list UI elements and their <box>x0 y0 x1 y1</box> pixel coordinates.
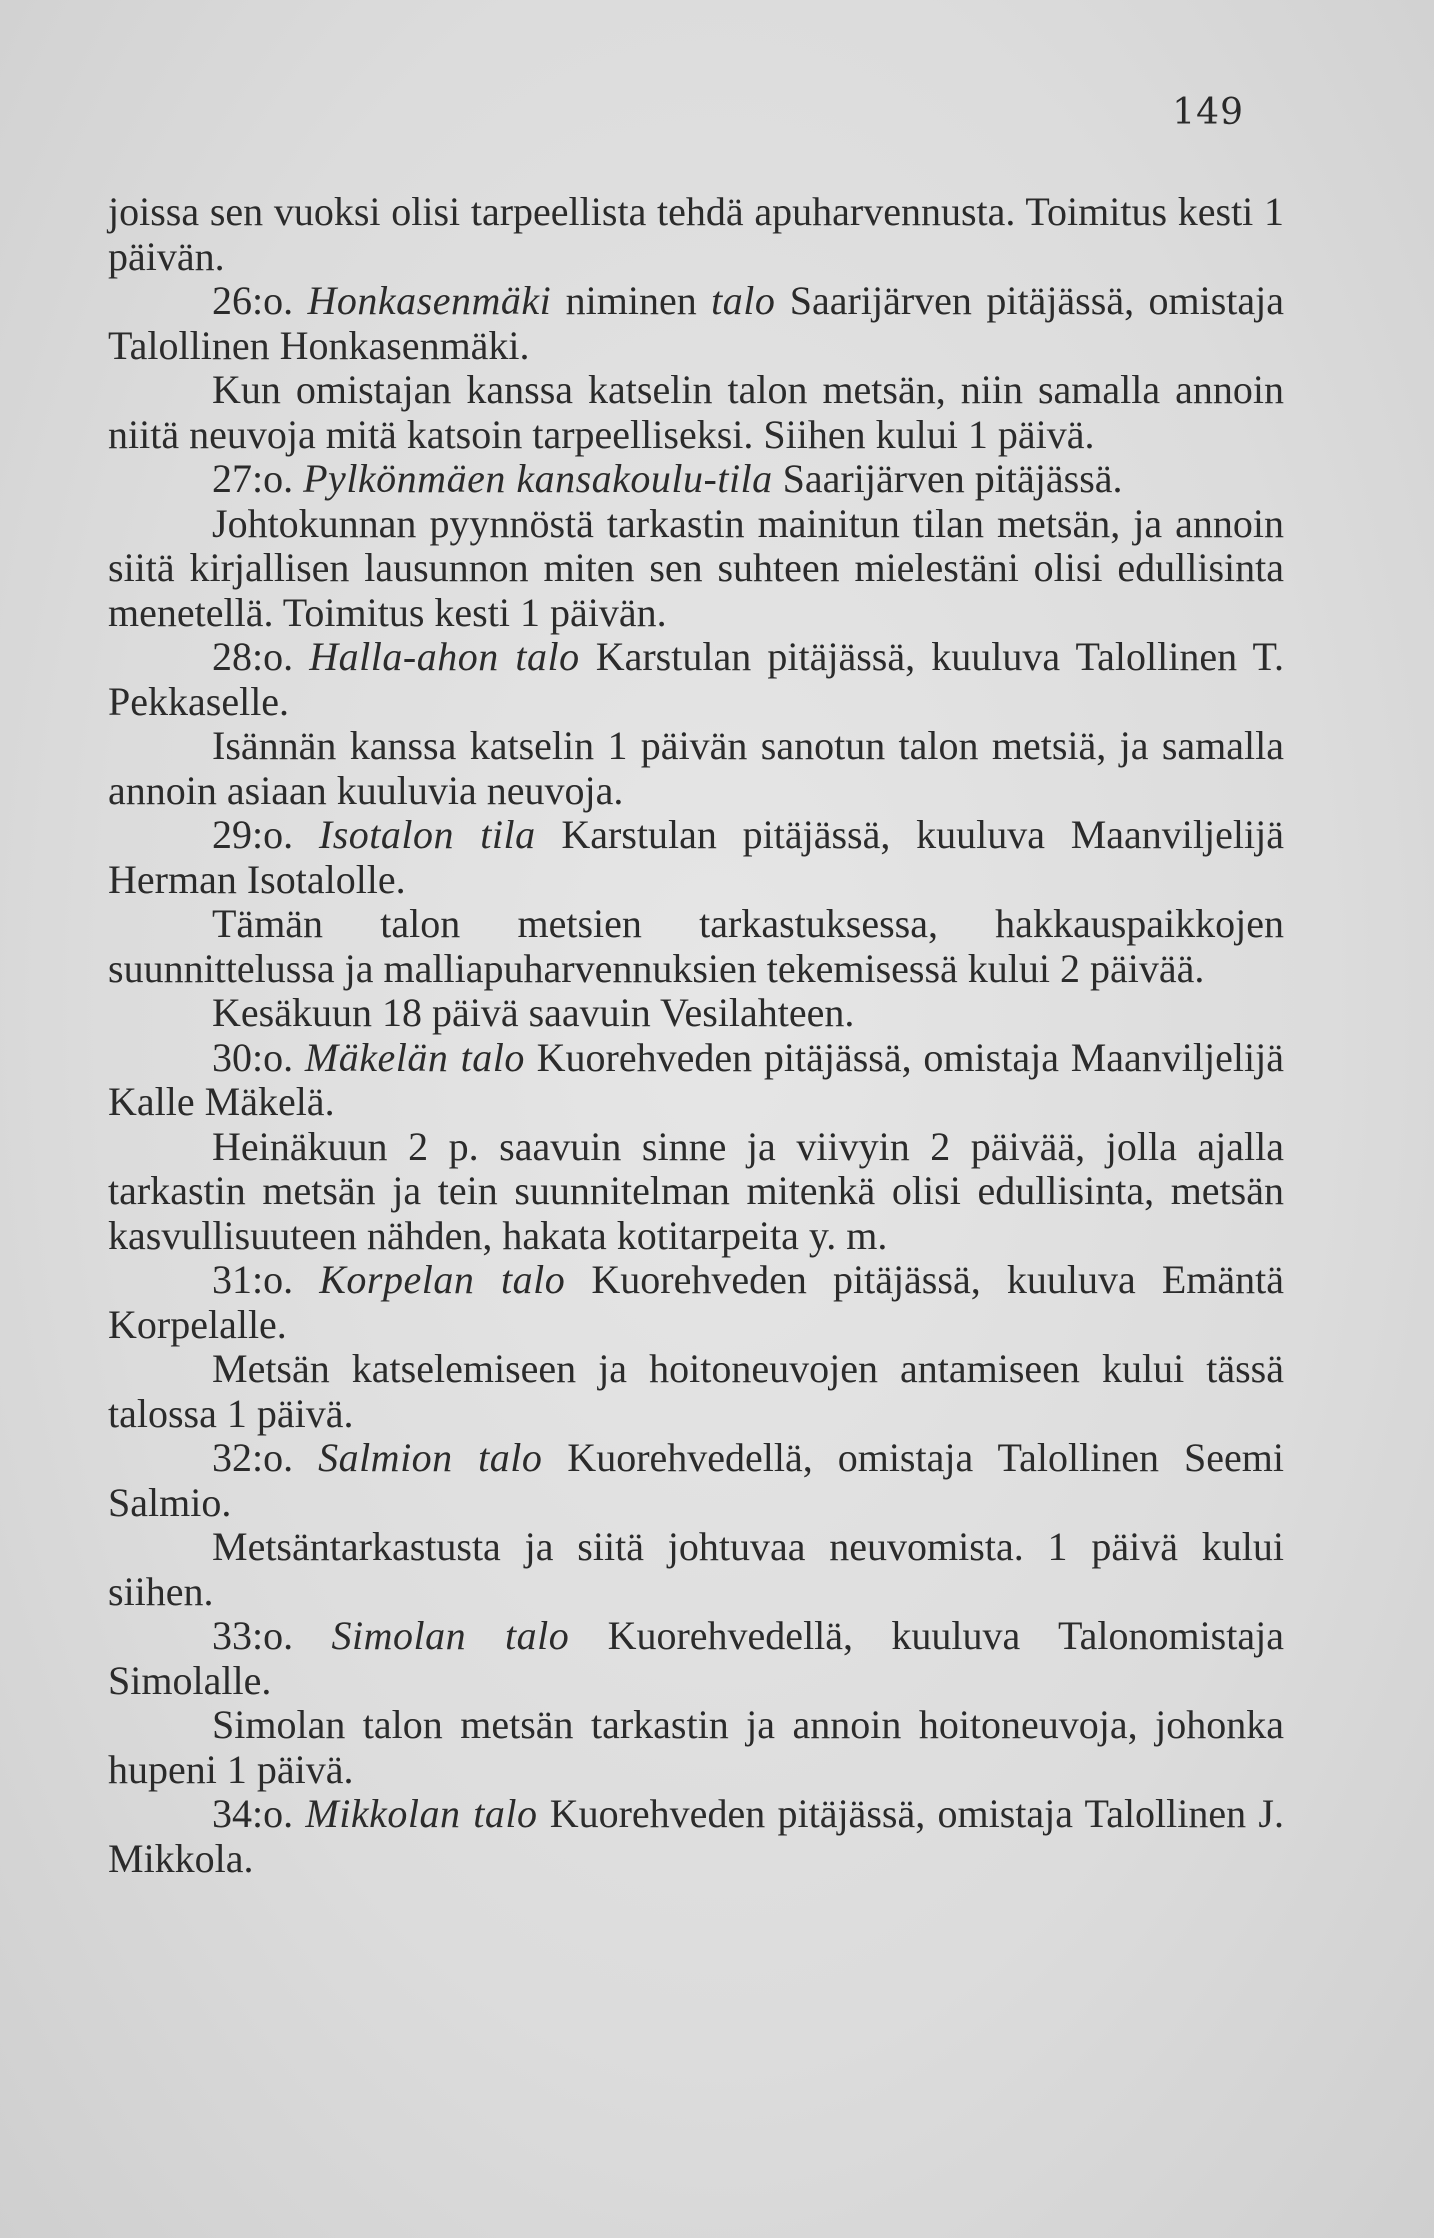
paragraph <box>108 1614 1284 1703</box>
text-run: Johtokunnan pyynnöstä tarkastin mainitun tilan metsän, ja annoin siitä kirjallisen lausunnon miten sen suhteen mielestäni olisi edullisinta menetellä. Toimitus kesti 1 päivän. <box>108 500 1284 635</box>
text-run: 34:o. <box>212 1791 306 1836</box>
text-run: 26:o. <box>212 278 308 323</box>
text-run: Tämän talon metsien tarkastuksessa, hakkauspaikkojen suunnittelussa ja malliapuharvennuksien tekemisessä kului 2 päivää. <box>108 901 1284 991</box>
text-run: 29:o. <box>212 812 319 857</box>
body-text <box>108 190 1284 1881</box>
italic-entry-name: Mäkelän talo <box>304 1034 525 1080</box>
paragraph <box>108 457 1284 502</box>
paragraph <box>108 502 1284 636</box>
text-run: Saarijärven pitäjässä. <box>772 456 1123 501</box>
text-run: 27:o. <box>212 456 304 501</box>
paragraph <box>108 1125 1284 1259</box>
page-number: 149 <box>1172 92 1244 133</box>
italic-entry-name: Salmion talo <box>318 1435 543 1480</box>
text-run: Kuorehveden pitäjässä, kuuluva Emäntä Korpelalle. <box>108 1257 1284 1347</box>
italic-entry-name: talo <box>711 278 776 323</box>
paragraph <box>108 279 1284 368</box>
italic-entry-name: Pylkönmäen kansakoulu-tila <box>303 456 773 501</box>
paragraph <box>108 1347 1284 1436</box>
text-run: Kun omistajan kanssa katselin talon metsän, niin samalla annoin niitä neuvoja mitä katsoin tarpeelliseksi. Siihen kului 1 päivä. <box>108 367 1284 457</box>
italic-entry-name: Halla-ahon talo <box>309 634 580 679</box>
italic-entry-name: Honkasenmäki <box>307 278 552 323</box>
paragraph <box>108 190 1284 279</box>
text-run: Kuorehveden pitäjässä, omistaja Talollinen J. Mikkola. <box>108 1791 1284 1881</box>
paragraph <box>108 1792 1284 1881</box>
paragraph <box>108 813 1284 902</box>
text-run: 32:o. <box>212 1435 319 1480</box>
text-run: Isännän kanssa katselin 1 päivän sanotun talon metsiä, ja samalla annoin asiaan kuuluvia neuvoja. <box>108 723 1284 813</box>
text-run: Kesäkuun 18 päivä saavuin Vesilahteen. <box>212 990 855 1035</box>
text-run: Kuorehvedellä, kuuluva Talonomistaja Simolalle. <box>108 1613 1284 1703</box>
paragraph <box>108 1036 1284 1125</box>
text-run: joissa sen vuoksi olisi tarpeellista tehdä apuharvennusta. Toimitus kesti 1 päivän. <box>108 189 1284 279</box>
paragraph <box>108 1525 1284 1614</box>
text-run: 33:o. <box>212 1613 332 1658</box>
paragraph <box>108 635 1284 724</box>
text-run: Metsäntarkastusta ja siitä johtuvaa neuvomista. 1 päivä kului siihen. <box>108 1524 1284 1614</box>
text-run: Simolan talon metsän tarkastin ja annoin hoitoneuvoja, johonka hupeni 1 päivä. <box>108 1702 1284 1792</box>
text-run: Karstulan pitäjässä, kuuluva Maanviljelijä Herman Isotalolle. <box>108 812 1284 902</box>
italic-entry-name: Simolan talo <box>331 1613 570 1658</box>
italic-entry-name: Isotalon tila <box>318 812 536 857</box>
paragraph <box>108 1258 1284 1347</box>
text-run: Heinäkuun 2 p. saavuin sinne ja viivyin 2 päivää, jolla ajalla tarkastin metsän ja tein suunnitelman mitenkä olisi edullisinta, metsän kasvullisuuteen nähden, hakata kotitarpeita y. m. <box>108 1123 1284 1258</box>
text-run: niminen <box>551 278 712 323</box>
paragraph <box>108 724 1284 813</box>
paragraph <box>108 902 1284 991</box>
text-run: Karstulan pitäjässä, kuuluva Talollinen T. Pekkaselle. <box>108 634 1285 724</box>
text-run: 28:o. <box>212 634 310 679</box>
text-run: 31:o. <box>212 1257 320 1302</box>
paragraph <box>108 1703 1284 1792</box>
text-run: Kuorehvedellä, omistaja Talollinen Seemi Salmio. <box>108 1435 1284 1525</box>
italic-entry-name: Korpelan talo <box>319 1257 566 1302</box>
text-run: Saarijärven pitäjässä, omistaja Talollinen Honkasenmäki. <box>108 278 1284 368</box>
italic-entry-name: Mikkolan talo <box>305 1791 538 1836</box>
text-run: Kuorehveden pitäjässä, omistaja Maanviljelijä Kalle Mäkelä. <box>108 1034 1284 1124</box>
paragraph <box>108 368 1284 457</box>
text-run: Metsän katselemiseen ja hoitoneuvojen antamiseen kului tässä talossa 1 päivä. <box>108 1346 1284 1436</box>
paragraph <box>108 1436 1284 1525</box>
paragraph <box>108 991 1284 1036</box>
text-run: 30:o. <box>212 1034 305 1080</box>
